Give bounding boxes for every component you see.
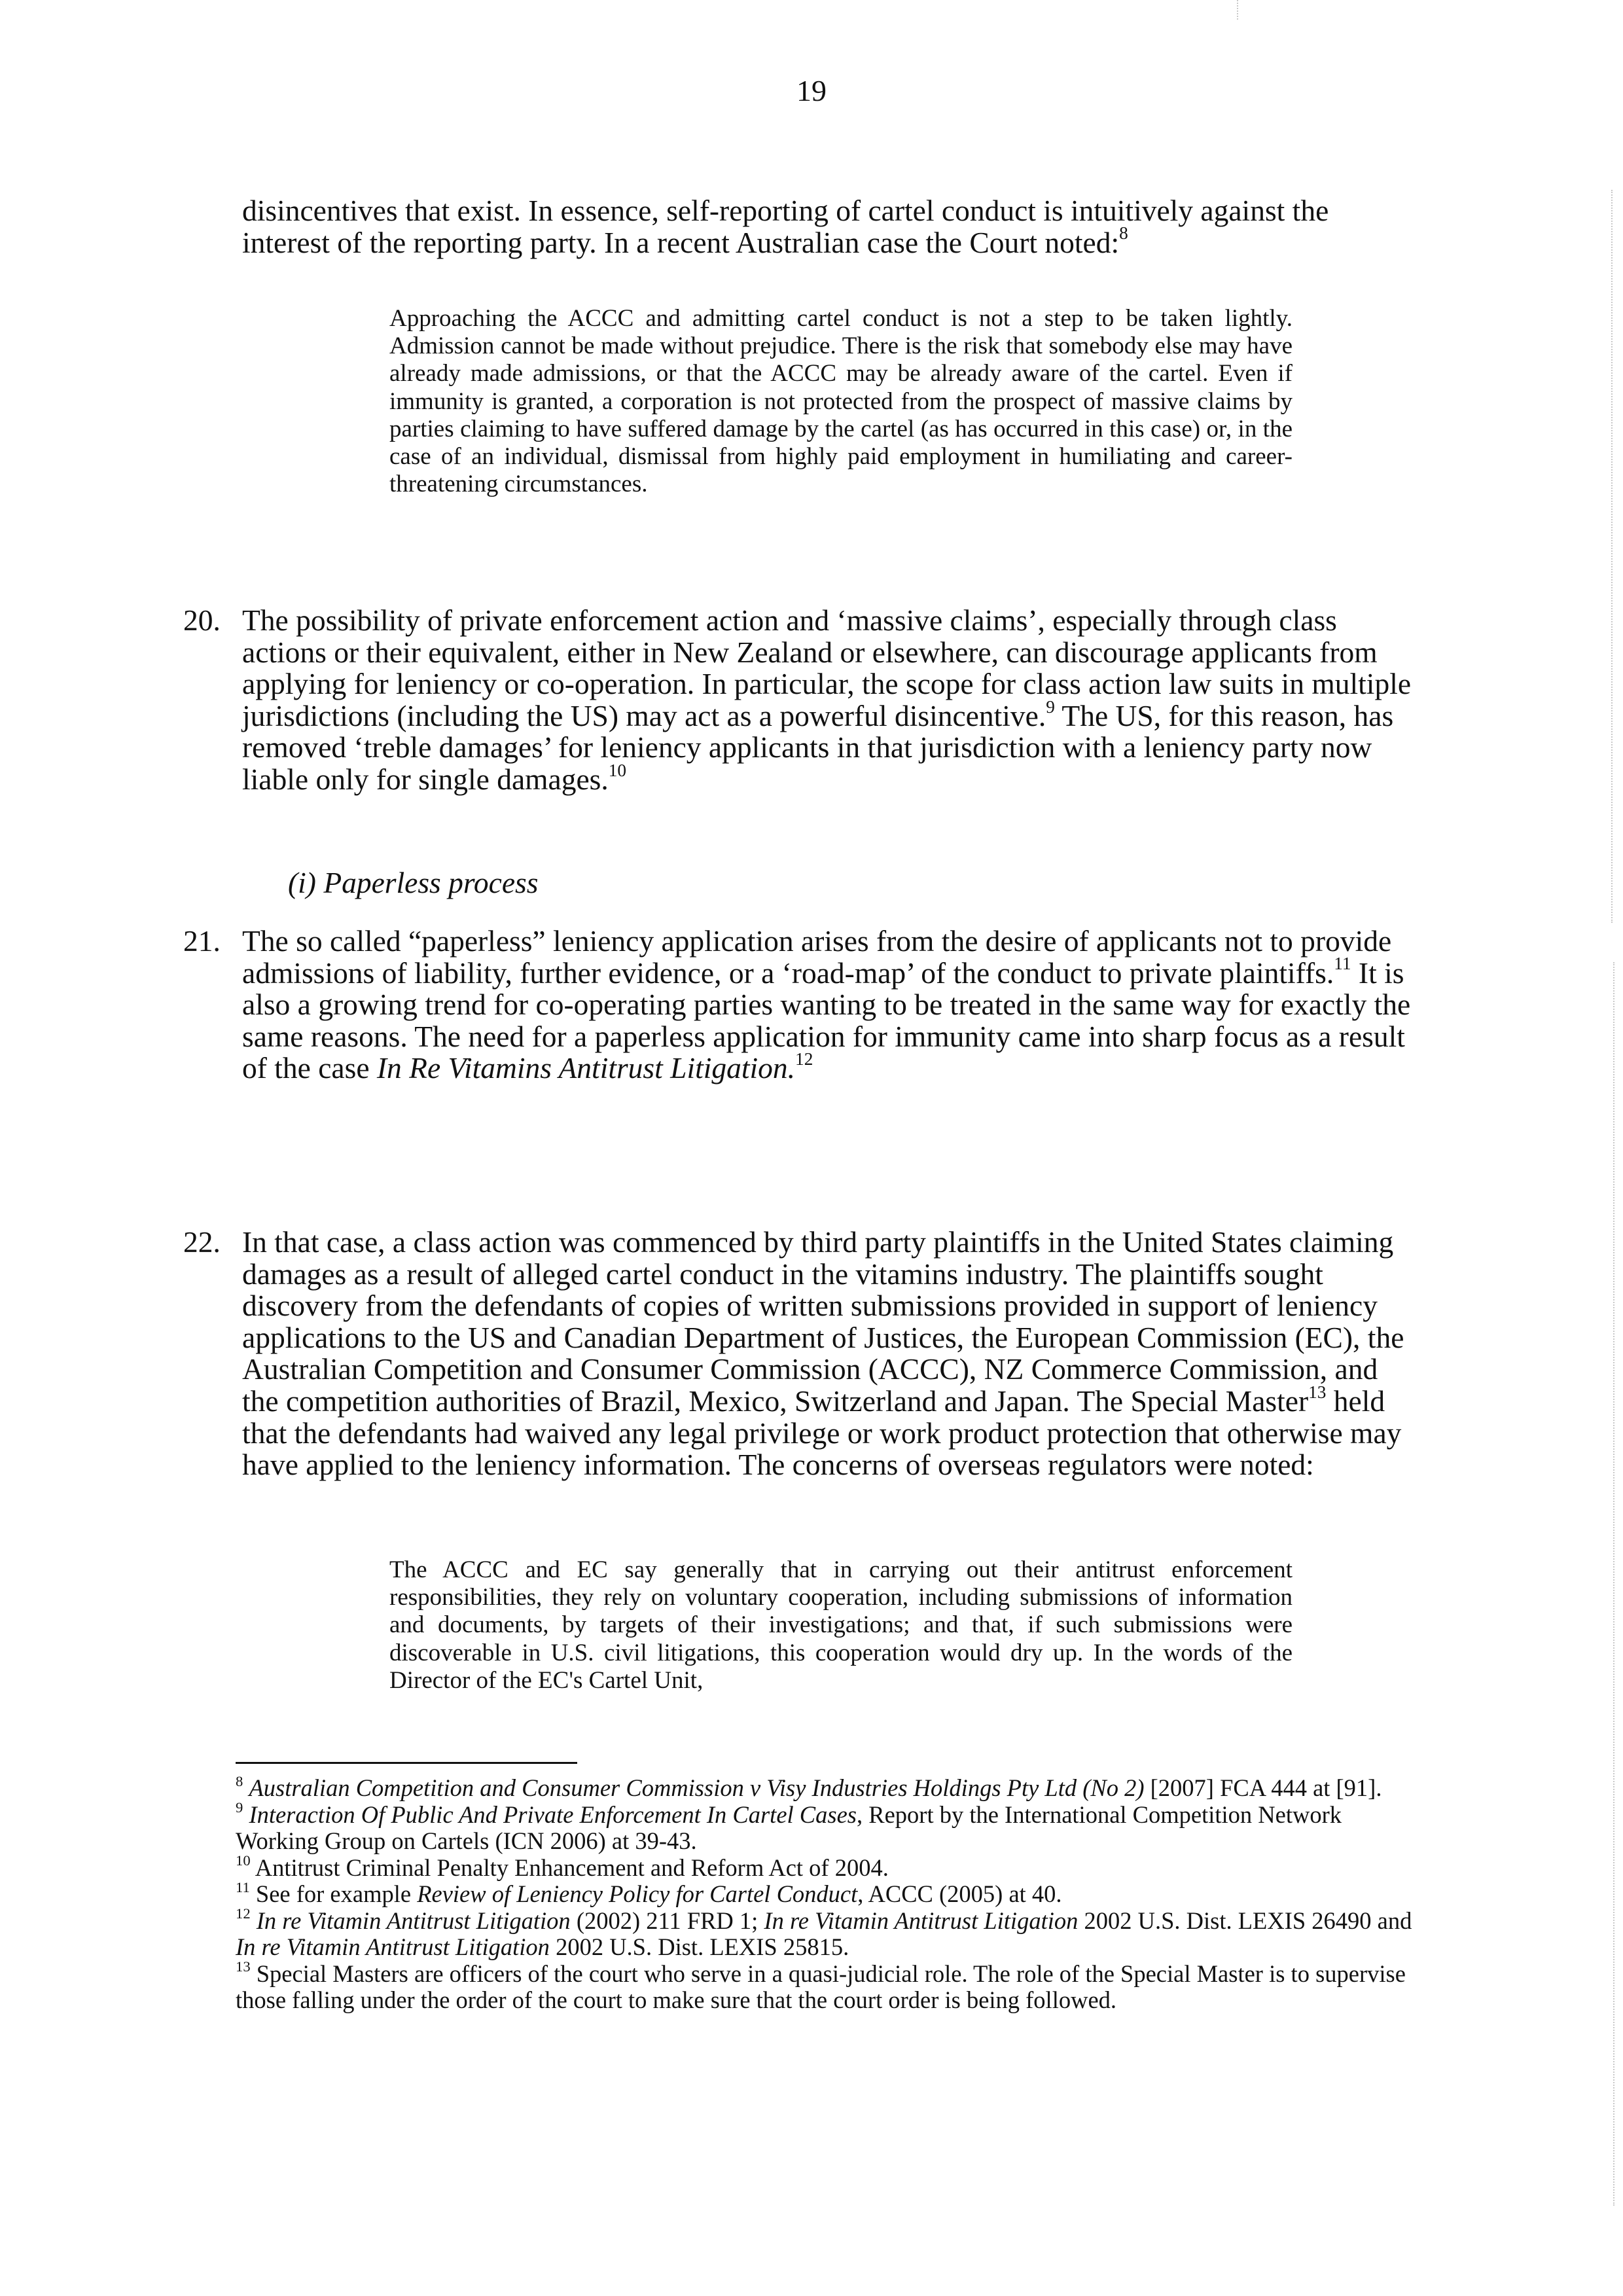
- footnote-9: [236, 1799, 1427, 1855]
- paragraph-text-part: The so called “paperless” leniency application arises from the desire of applicants not to provide admissions of liability, further evidence, or a ‘road-map’ of the conduct to private plaintiffs.: [242, 924, 1392, 990]
- footnote-text: Antitrust Criminal Penalty Enhancement and Reform Act of 2004.: [255, 1854, 889, 1881]
- footnote-number: 8: [236, 1772, 243, 1789]
- footnote-ref-11[interactable]: 11: [1334, 954, 1351, 974]
- scan-artifact: [1237, 0, 1238, 20]
- footnote-8: [236, 1772, 1427, 1802]
- footnote-italic: In re Vitamin Antitrust Litigation: [236, 1933, 550, 1960]
- footnote-italic: In re Vitamin Antitrust Litigation: [256, 1907, 571, 1934]
- footnote-italic: In re Vitamin Antitrust Litigation: [764, 1907, 1079, 1934]
- scan-artifact: [1613, 962, 1614, 2206]
- footnote-ref-9[interactable]: 9: [1046, 696, 1055, 717]
- footnote-number: 10: [236, 1852, 251, 1869]
- paragraph-22: [183, 1227, 1414, 1481]
- paragraph-text-part: In that case, a class action was commenced by third party plaintiffs in the United States claiming damages as a result of alleged cartel conduct in the vitamins industry. The plaintiffs sought discovery from the defendants of copies of written submissions provided in support of leniency applications to the US and Canadian Department of Justices, the European Commission (EC), the Australian Competition and Consumer Commission (ACCC), NZ Commerce Commission, and the competition authorities of Brazil, Mexico, Switzerland and Japan. The Special Master: [242, 1225, 1404, 1418]
- footnote-number: 9: [236, 1799, 243, 1816]
- paragraph-number: 22.: [183, 1225, 221, 1259]
- paragraph-number: 21.: [183, 924, 221, 958]
- footnote-number: 12: [236, 1905, 251, 1922]
- paragraph-21: [183, 925, 1414, 1085]
- paragraph-text-part: The US, for this reason, has removed ‘treble damages’ for leniency applicants in that jurisdiction with a leniency party now liable only for single damages.: [242, 698, 1394, 796]
- footnotes: [236, 1772, 1427, 2014]
- paragraph-text: [242, 925, 1414, 1085]
- footnote-13: [236, 1958, 1427, 2014]
- block-quote-2: The ACCC and EC say generally that in carrying out their antitrust enforcement responsibilities, they rely on voluntary cooperation, including submissions of information and documents, by targets of their investigations; and that, if such submissions were discoverable in U.S. civil litigations, this cooperation would dry up. In the words of the Director of the EC's Cartel Unit,: [389, 1556, 1293, 1694]
- footnote-10: [236, 1852, 1427, 1882]
- footnote-number: 13: [236, 1958, 251, 1975]
- footnote-text: 2002 U.S. Dist. LEXIS 26490 and: [1078, 1907, 1412, 1934]
- paragraph-text: [242, 1227, 1414, 1481]
- paragraph-20: [183, 605, 1414, 796]
- footnote-12: [236, 1905, 1427, 1961]
- footnote-ref-13[interactable]: 13: [1308, 1382, 1327, 1402]
- block-quote-1: Approaching the ACCC and admitting cartel conduct is not a step to be taken lightly. Admission cannot be made without prejudice. There is the risk that somebody else may have already made admissions, or that the ACCC may be already aware of the cartel. Even if immunity is granted, a corporation is not protected from the prospect of massive claims by parties claiming to have suffered damage by the cartel (as has occurred in this case) or, in the case of an individual, dismissal from highly paid employment in humiliating and career-threatening circumstances.: [389, 305, 1293, 498]
- footnote-italic: Australian Competition and Consumer Commission v Visy Industries Holdings Pty Ltd (No 2): [249, 1774, 1145, 1801]
- footnote-11: [236, 1878, 1427, 1908]
- case-name: In Re Vitamins Antitrust Litigation.: [376, 1051, 796, 1085]
- section-heading: (i) Paperless process: [288, 866, 539, 899]
- footnote-ref-8[interactable]: 8: [1119, 223, 1128, 243]
- paragraph-text-part: held that the defendants had waived any legal privilege or work product protection that otherwise may have applied to the leniency information. The concerns of overseas regulators were noted:: [242, 1384, 1402, 1482]
- scan-artifact: [1611, 190, 1613, 923]
- footnote-text: Special Masters are officers of the court who serve in a quasi-judicial role. The role of the Special Master is to supervise those falling under the order of the court to make sure that the court order is being followed.: [236, 1960, 1406, 2013]
- footnote-text: 2002 U.S. Dist. LEXIS 25815.: [549, 1933, 849, 1960]
- footnote-ref-10[interactable]: 10: [608, 760, 627, 780]
- footnote-text: (2002) 211 FRD 1;: [570, 1907, 764, 1934]
- intro-text: disincentives that exist. In essence, self-reporting of cartel conduct is intuitively against the interest of the reporting party. In a recent Australian case the Court noted:: [242, 194, 1329, 259]
- footnote-text: [2007] FCA 444 at [91].: [1144, 1774, 1382, 1801]
- footnote-text: , Report by the International Competition Network Working Group on Cartels (ICN 2006) at 39-43.: [236, 1801, 1342, 1854]
- footnote-text: , ACCC (2005) at 40.: [857, 1880, 1062, 1907]
- page-number: 19: [796, 74, 827, 107]
- footnote-italic: Review of Leniency Policy for Cartel Conduct: [417, 1880, 858, 1907]
- footnote-separator: [236, 1762, 577, 1764]
- paragraph-text-part: It is also a growing trend for co-operating parties wanting to be treated in the same way for exactly the same reasons. The need for a paperless application for immunity came into sharp focus as a result of the case: [242, 956, 1411, 1085]
- footnote-number: 11: [236, 1878, 250, 1895]
- paragraph-text-part: The possibility of private enforcement action and ‘massive claims’, especially through class actions or their equivalent, either in New Zealand or elsewhere, can discourage applicants from applying for leniency or co-operation. In particular, the scope for class action law suits in multiple jurisdictions (including the US) may act as a powerful disincentive.: [242, 603, 1412, 732]
- footnote-italic: Interaction Of Public And Private Enforcement In Cartel Cases: [249, 1801, 857, 1828]
- intro-paragraph: [242, 195, 1414, 259]
- paragraph-number: 20.: [183, 603, 221, 637]
- footnote-text: See for example: [255, 1880, 418, 1907]
- paragraph-text: [242, 605, 1414, 796]
- footnote-ref-12[interactable]: 12: [795, 1049, 813, 1069]
